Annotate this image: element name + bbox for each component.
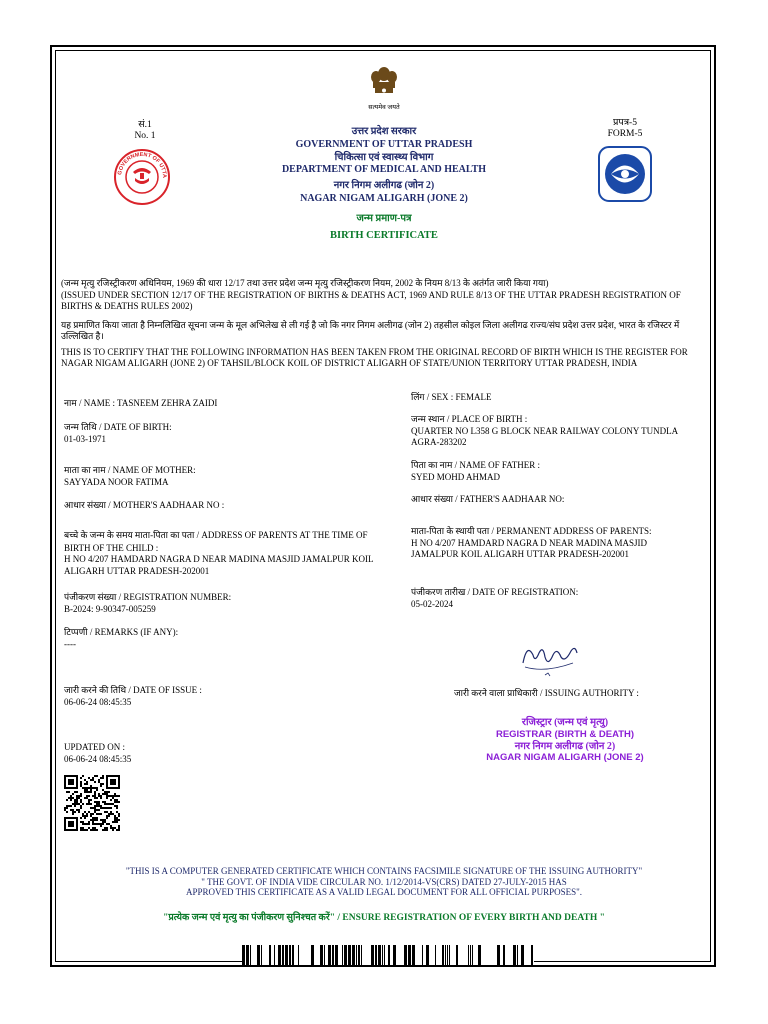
- date-of-issue-label: जारी करने की तिथि / DATE OF ISSUE :: [64, 685, 202, 695]
- authority-stamp-line2: REGISTRAR (BIRTH & DEATH): [495, 729, 635, 740]
- permanent-address-value-line2: JAMALPUR KOIL ALIGARH UTTAR PRADESH-202001: [411, 549, 629, 559]
- certify-text-english: THIS IS TO CERTIFY THAT THE FOLLOWING INFORMATION HAS BEEN TAKEN FROM THE ORIGINAL RECORD OF BIRTH WHICH IS THE REGISTER FOR NAGAR NIGAM ALIGARH (JONE 2) OF TAHSIL/BLOCK KOIL OF DISTRICT ALIGARH OF STATE/UNION TERRITORY UTTAR PRADESH, INDIA: [61, 347, 688, 368]
- footer-note-line2: " THE GOVT. OF INDIA VIDE CIRCULAR NO. 1/12/2014-VS(CRS) DATED 27-JULY-2015 HAS: [201, 877, 567, 887]
- issued-under-english: (ISSUED UNDER SECTION 12/17 OF THE REGISTRATION OF BIRTHS & DEATHS ACT, 1969 AND RULE 8/13 OF THE UTTAR PRADESH REGISTRATION OF BIRTHS & DEATHS RULES 2002): [61, 290, 681, 311]
- date-of-issue-value: 06-06-24 08:45:35: [64, 697, 132, 707]
- government-heading-english: GOVERNMENT OF UTTAR PRADESH: [295, 139, 473, 150]
- registration-slogan: "प्रत्येक जन्म एवं मृत्यु का पंजीकरण सुनिश्चत करें" / ENSURE REGISTRATION OF EVERY BIRTH AND DEATH ": [163, 913, 605, 923]
- registration-number-label: पंजीकरण संख्या / REGISTRATION NUMBER:: [64, 592, 232, 602]
- place-of-birth-value-line1: QUARTER NO L358 G BLOCK NEAR RAILWAY COLONY TUNDLA: [411, 426, 679, 436]
- date-of-birth-value: 01-03-1971: [64, 434, 106, 444]
- department-heading-hindi: चिकित्सा एवं स्वास्थ्य विभाग: [334, 152, 434, 163]
- father-name-value: SYED MOHD AHMAD: [411, 472, 501, 482]
- father-name-label: पिता का नाम / NAME OF FATHER :: [411, 460, 540, 470]
- registration-number-value: B-2024: 9-90347-005259: [64, 604, 156, 614]
- remarks-value: ----: [64, 639, 76, 649]
- registration-date-value: 05-02-2024: [411, 599, 453, 609]
- mother-name-label: माता का नाम / NAME OF MOTHER:: [64, 465, 196, 475]
- number-hindi: सं.1: [138, 120, 152, 130]
- mother-aadhaar-label: आधार संख्या / MOTHER'S AADHAAR NO :: [64, 500, 225, 510]
- barcode: [242, 945, 534, 965]
- footer-note-line3: APPROVED THIS CERTIFICATE AS A VALID LEGAL DOCUMENT FOR ALL OFFICIAL PURPOSES".: [185, 887, 583, 897]
- address-at-birth-label-line2: BIRTH OF THE CHILD :: [64, 543, 159, 553]
- footer-note-line1: "THIS IS A COMPUTER GENERATED CERTIFICATE WHICH CONTAINS FACSIMILE SIGNATURE OF THE ISSUING AUTHORITY": [125, 866, 643, 876]
- sex: लिंग / SEX : FEMALE: [411, 392, 492, 402]
- issuing-authority-label: जारी करने वाला प्राधिकारी / ISSUING AUTHORITY :: [454, 688, 639, 698]
- qr-code: [64, 775, 120, 831]
- address-at-birth-value-line2: ALIGARH UTTAR PRADESH-202001: [64, 566, 210, 576]
- emblem-motto: सत्यमेव जयते: [368, 104, 400, 111]
- authority-stamp-line1: रजिस्ट्रार (जन्म एवं मृत्यु): [521, 717, 609, 728]
- nigam-heading-hindi: नगर निगम अलीगढ (जोन 2): [333, 180, 435, 191]
- nigam-heading-english: NAGAR NIGAM ALIGARH (JONE 2): [300, 193, 468, 204]
- place-of-birth-value-line2: AGRA-283202: [411, 437, 467, 447]
- form-number-hindi: प्रपत्र-5: [613, 118, 637, 128]
- address-at-birth-value-line1: H NO 4/207 HAMDARD NAGRA D NEAR MADINA MASJID JAMALPUR KOIL: [64, 554, 374, 564]
- government-heading-hindi: उत्तर प्रदेश सरकार: [351, 126, 417, 137]
- issued-under-hindi: (जन्म मृत्यु रजिस्ट्रीकरण अधिनियम, 1969 की धारा 12/17 तथा उत्तर प्रदेश जन्म मृत्यु रजिस्ट्रीकरण नियम, 2002 के नियम 8/13 के अतंर्गत जारी किया गया): [61, 278, 549, 288]
- department-heading-english: DEPARTMENT OF MEDICAL AND HEALTH: [281, 164, 487, 175]
- health-department-logo-icon: [597, 145, 653, 203]
- uttar-pradesh-seal-icon: [113, 148, 171, 206]
- certify-text-hindi: यह प्रमाणित किया जाता है निम्नलिखित सूचना जन्म के मूल अभिलेख से ली गई है जो कि नगर निगम अलीगढ (जोन 2) तहसील कोइल जिला अलीगढ राज्य/संघ प्रदेश उत्तर प्रदेश, भारत के रजिस्टर में उल्लिखित है।: [61, 320, 680, 341]
- remarks-label: टिप्पणी / REMARKS (IF ANY):: [64, 627, 179, 637]
- place-of-birth-label: जन्म स्थान / PLACE OF BIRTH :: [411, 414, 528, 424]
- authority-stamp-line3: नगर निगम अलीगढ (जोन 2): [514, 741, 616, 752]
- address-at-birth-label-line1: बच्चे के जन्म के समय माता-पिता का पता / ADDRESS OF PARENTS AT THE TIME OF: [64, 530, 368, 540]
- permanent-address-label: माता-पिता के स्थायी पता / PERMANENT ADDRESS OF PARENTS:: [411, 526, 652, 536]
- number-english: No. 1: [134, 131, 156, 141]
- certificate-title-hindi: जन्म प्रमाण-पत्र: [356, 213, 412, 224]
- registrar-signature: [515, 633, 585, 683]
- authority-stamp-line4: NAGAR NIGAM ALIGARH (JONE 2): [486, 752, 644, 763]
- form-number-english: FORM-5: [607, 129, 643, 139]
- permanent-address-value-line1: H NO 4/207 HAMDARD NAGRA D NEAR MADINA MASJID: [411, 538, 648, 548]
- mother-name-value: SAYYADA NOOR FATIMA: [64, 477, 169, 487]
- date-of-birth-label: जन्म तिथि / DATE OF BIRTH:: [64, 422, 172, 432]
- father-aadhaar-label: आधार संख्या / FATHER'S AADHAAR NO:: [411, 494, 565, 504]
- updated-on-value: 06-06-24 08:45:35: [64, 754, 132, 764]
- updated-on-label: UPDATED ON :: [64, 742, 126, 752]
- child-name: नाम / NAME : TASNEEM ZEHRA ZAIDI: [64, 398, 218, 408]
- certificate-title-english: BIRTH CERTIFICATE: [330, 230, 438, 241]
- registration-date-label: पंजीकरण तारीख / DATE OF REGISTRATION:: [411, 587, 579, 597]
- seal-text: GOVERNMENT OF UTTA: [117, 151, 168, 179]
